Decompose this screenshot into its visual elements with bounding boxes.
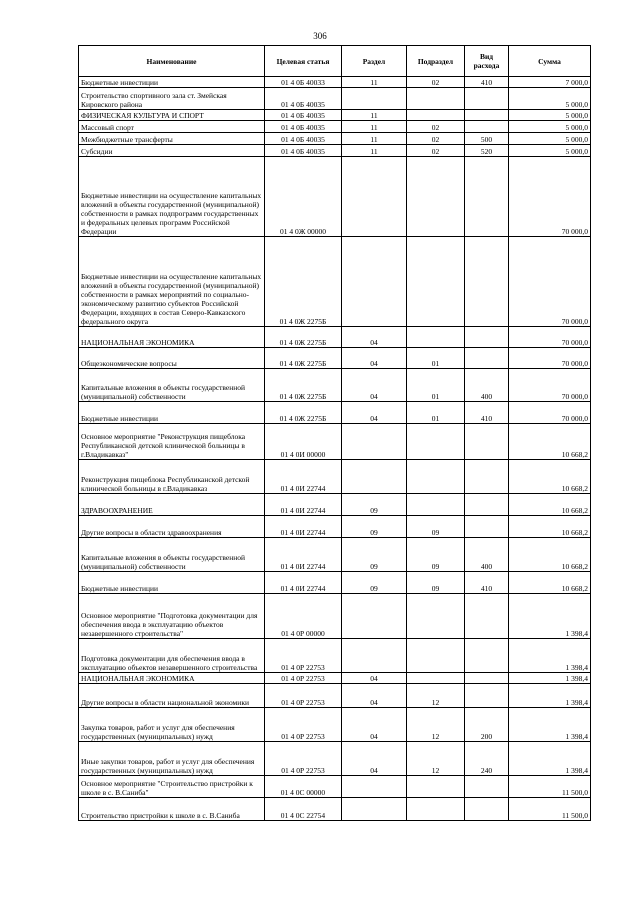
cell-subsection (407, 494, 465, 516)
cell-name: Строительство спортивного зала ст. Змейская Кировского района (79, 88, 265, 110)
cell-sum: 10 668,2 (509, 516, 591, 538)
cell-section: 09 (342, 538, 407, 572)
cell-name: Капитальные вложения в объекты государственной (муниципальной) собственности (79, 369, 265, 402)
table-row (79, 594, 591, 639)
cell-target: 01 4 0И 22744 (265, 572, 342, 594)
cell-expense-type (465, 639, 509, 673)
cell-subsection (407, 88, 465, 110)
cell-subsection: 02 (407, 121, 465, 133)
cell-name: Другие вопросы в области здравоохранения (79, 516, 265, 538)
cell-subsection (407, 776, 465, 798)
cell-target: 01 4 0Ж 00000 (265, 157, 342, 237)
cell-sum: 1 398,4 (509, 639, 591, 673)
cell-target: 01 4 0Р 22753 (265, 708, 342, 742)
cell-expense-type (465, 460, 509, 494)
cell-name: НАЦИОНАЛЬНАЯ ЭКОНОМИКА (79, 327, 265, 348)
cell-name: Массовый спорт (79, 121, 265, 133)
cell-target: 01 4 0Б 40035 (265, 88, 342, 110)
cell-subsection: 09 (407, 538, 465, 572)
table-row (79, 742, 591, 776)
cell-sum: 70 000,0 (509, 369, 591, 402)
cell-expense-type (465, 673, 509, 684)
table-row (79, 798, 591, 821)
cell-sum: 10 668,2 (509, 572, 591, 594)
cell-section (342, 88, 407, 110)
cell-sum: 11 500,0 (509, 798, 591, 821)
cell-subsection (407, 327, 465, 348)
cell-target: 01 4 0Ж 2275Б (265, 369, 342, 402)
cell-section (342, 460, 407, 494)
cell-section: 04 (342, 742, 407, 776)
cell-subsection: 02 (407, 145, 465, 157)
cell-name: Субсидии (79, 145, 265, 157)
cell-section: 04 (342, 708, 407, 742)
cell-section: 04 (342, 402, 407, 424)
table-row (79, 133, 591, 145)
cell-subsection (407, 639, 465, 673)
cell-section (342, 237, 407, 327)
table-row (79, 538, 591, 572)
cell-target: 01 4 0Р 22753 (265, 639, 342, 673)
cell-expense-type (465, 157, 509, 237)
cell-subsection (407, 110, 465, 121)
table-row (79, 369, 591, 402)
cell-name: Общеэкономические вопросы (79, 348, 265, 369)
cell-section: 11 (342, 110, 407, 121)
cell-section (342, 798, 407, 821)
table-row (79, 639, 591, 673)
cell-expense-type: 520 (465, 145, 509, 157)
cell-target: 01 4 0Р 22753 (265, 742, 342, 776)
table-row (79, 424, 591, 460)
cell-name: Бюджетные инвестиции на осуществление капитальных вложений в объекты государственной (муниципальной) собственности в рамках мероприятий по социально-экономическому развитию субъектов Российской Федерации, входящих в состав Северо-Кавказского федерального округа (79, 237, 265, 327)
cell-name: Основное мероприятие "Подготовка документации для обеспечения ввода в эксплуатацию объектов незавершенного строительства" (79, 594, 265, 639)
cell-expense-type (465, 494, 509, 516)
cell-name: ФИЗИЧЕСКАЯ КУЛЬТУРА И СПОРТ (79, 110, 265, 121)
cell-sum: 1 398,4 (509, 673, 591, 684)
cell-expense-type (465, 684, 509, 708)
cell-section: 04 (342, 348, 407, 369)
cell-target: 01 4 0С 22754 (265, 798, 342, 821)
cell-subsection: 01 (407, 348, 465, 369)
cell-target: 01 4 0Б 40035 (265, 110, 342, 121)
cell-expense-type: 410 (465, 572, 509, 594)
cell-expense-type: 400 (465, 538, 509, 572)
cell-target: 01 4 0И 00000 (265, 424, 342, 460)
cell-expense-type: 240 (465, 742, 509, 776)
table-header-row (79, 46, 591, 77)
table-row (79, 145, 591, 157)
cell-name: Бюджетные инвестиции (79, 402, 265, 424)
cell-subsection: 09 (407, 516, 465, 538)
cell-sum: 1 398,4 (509, 708, 591, 742)
table-row (79, 77, 591, 88)
cell-subsection (407, 157, 465, 237)
cell-target: 01 4 0Р 00000 (265, 594, 342, 639)
cell-expense-type: 400 (465, 369, 509, 402)
cell-section: 11 (342, 133, 407, 145)
cell-target: 01 4 0Ж 2275Б (265, 348, 342, 369)
cell-subsection: 02 (407, 77, 465, 88)
table-row (79, 460, 591, 494)
cell-section (342, 424, 407, 460)
cell-target: 01 4 0И 22744 (265, 538, 342, 572)
cell-expense-type (465, 121, 509, 133)
cell-target: 01 4 0Ж 2275Б (265, 237, 342, 327)
cell-name: Другие вопросы в области национальной экономики (79, 684, 265, 708)
table-row (79, 684, 591, 708)
table-row (79, 494, 591, 516)
cell-expense-type (465, 88, 509, 110)
cell-target: 01 4 0Б 40033 (265, 77, 342, 88)
cell-name: Закупка товаров, работ и услуг для обеспечения государственных (муниципальных) нужд (79, 708, 265, 742)
cell-subsection: 01 (407, 402, 465, 424)
header-subsection: Подраздел (407, 46, 465, 77)
cell-subsection (407, 673, 465, 684)
cell-name: Основное мероприятие "Реконструкция пищеблока Республиканской детской клинической больницы в г.Владикавказ" (79, 424, 265, 460)
table-row (79, 237, 591, 327)
cell-name: Капитальные вложения в объекты государственной (муниципальной) собственности (79, 538, 265, 572)
cell-target: 01 4 0И 22744 (265, 494, 342, 516)
cell-section: 11 (342, 77, 407, 88)
table-row (79, 327, 591, 348)
table-row (79, 110, 591, 121)
cell-subsection (407, 798, 465, 821)
cell-section: 11 (342, 145, 407, 157)
cell-sum: 70 000,0 (509, 237, 591, 327)
cell-expense-type (465, 594, 509, 639)
cell-sum: 70 000,0 (509, 327, 591, 348)
cell-name: Бюджетные инвестиции на осуществление капитальных вложений в объекты государственной (муниципальной) собственности в рамках подпрограмм государственных и федеральных целевых программ Российской Федерации (79, 157, 265, 237)
cell-section: 04 (342, 327, 407, 348)
cell-sum: 11 500,0 (509, 776, 591, 798)
cell-expense-type: 200 (465, 708, 509, 742)
cell-sum: 70 000,0 (509, 348, 591, 369)
cell-section (342, 776, 407, 798)
cell-subsection: 12 (407, 708, 465, 742)
cell-expense-type (465, 237, 509, 327)
cell-name: ЗДРАВООХРАНЕНИЕ (79, 494, 265, 516)
cell-target: 01 4 0И 22744 (265, 460, 342, 494)
cell-expense-type (465, 776, 509, 798)
cell-expense-type (465, 516, 509, 538)
cell-section: 09 (342, 516, 407, 538)
cell-section: 09 (342, 494, 407, 516)
cell-name: НАЦИОНАЛЬНАЯ ЭКОНОМИКА (79, 673, 265, 684)
cell-subsection: 01 (407, 369, 465, 402)
cell-name: Иные закупки товаров, работ и услуг для обеспечения государственных (муниципальных) нужд (79, 742, 265, 776)
header-name: Наименование (79, 46, 265, 77)
cell-subsection: 12 (407, 742, 465, 776)
cell-target: 01 4 0Р 22753 (265, 673, 342, 684)
cell-expense-type (465, 348, 509, 369)
cell-expense-type (465, 798, 509, 821)
cell-sum: 5 000,0 (509, 145, 591, 157)
cell-sum: 10 668,2 (509, 460, 591, 494)
cell-sum: 70 000,0 (509, 157, 591, 237)
table-row (79, 348, 591, 369)
cell-name: Основное мероприятие "Строительство пристройки к школе в с. В.Саниба" (79, 776, 265, 798)
cell-subsection (407, 594, 465, 639)
cell-section: 11 (342, 121, 407, 133)
cell-name: Подготовка документации для обеспечения ввода в эксплуатацию объектов незавершенного строительства (79, 639, 265, 673)
table-row (79, 572, 591, 594)
cell-expense-type (465, 110, 509, 121)
cell-sum: 10 668,2 (509, 494, 591, 516)
cell-target: 01 4 0И 22744 (265, 516, 342, 538)
cell-target: 01 4 0С 00000 (265, 776, 342, 798)
table-row (79, 708, 591, 742)
cell-sum: 7 000,0 (509, 77, 591, 88)
cell-name: Строительство пристройки к школе в с. В.Саниба (79, 798, 265, 821)
cell-sum: 1 398,4 (509, 684, 591, 708)
table-body (79, 77, 591, 821)
cell-expense-type: 410 (465, 77, 509, 88)
table-row (79, 121, 591, 133)
cell-sum: 10 668,2 (509, 538, 591, 572)
cell-section: 04 (342, 673, 407, 684)
cell-expense-type: 410 (465, 402, 509, 424)
table-row (79, 673, 591, 684)
cell-target: 01 4 0Ж 2275Б (265, 327, 342, 348)
table-row (79, 402, 591, 424)
cell-subsection (407, 424, 465, 460)
cell-subsection: 09 (407, 572, 465, 594)
cell-subsection (407, 237, 465, 327)
cell-target: 01 4 0Б 40035 (265, 121, 342, 133)
cell-sum: 1 398,4 (509, 742, 591, 776)
header-expense-type: Вид расхода (465, 46, 509, 77)
cell-section: 04 (342, 369, 407, 402)
cell-subsection: 12 (407, 684, 465, 708)
cell-sum: 5 000,0 (509, 121, 591, 133)
cell-target: 01 4 0Б 40035 (265, 145, 342, 157)
page-number: 306 (313, 31, 327, 41)
header-section: Раздел (342, 46, 407, 77)
header-sum: Сумма (509, 46, 591, 77)
cell-target: 01 4 0Б 40035 (265, 133, 342, 145)
cell-sum: 10 668,2 (509, 424, 591, 460)
table-row (79, 516, 591, 538)
cell-expense-type (465, 327, 509, 348)
cell-section (342, 639, 407, 673)
table-row (79, 157, 591, 237)
cell-sum: 70 000,0 (509, 402, 591, 424)
cell-sum: 5 000,0 (509, 110, 591, 121)
cell-expense-type (465, 424, 509, 460)
table-row (79, 88, 591, 110)
cell-sum: 5 000,0 (509, 133, 591, 145)
cell-expense-type: 500 (465, 133, 509, 145)
header-target: Целевая статья (265, 46, 342, 77)
cell-sum: 5 000,0 (509, 88, 591, 110)
cell-section: 09 (342, 572, 407, 594)
cell-name: Бюджетные инвестиции (79, 572, 265, 594)
cell-section (342, 594, 407, 639)
cell-name: Межбюджетные трансферты (79, 133, 265, 145)
cell-name: Бюджетные инвестиции (79, 77, 265, 88)
cell-subsection (407, 460, 465, 494)
cell-subsection: 02 (407, 133, 465, 145)
cell-target: 01 4 0Ж 2275Б (265, 402, 342, 424)
cell-section (342, 157, 407, 237)
cell-section: 04 (342, 684, 407, 708)
cell-sum: 1 398,4 (509, 594, 591, 639)
cell-target: 01 4 0Р 22753 (265, 684, 342, 708)
cell-name: Реконструкция пищеблока Республиканской детской клинической больницы в г.Владикавказ (79, 460, 265, 494)
table-row (79, 776, 591, 798)
budget-table (78, 45, 591, 821)
